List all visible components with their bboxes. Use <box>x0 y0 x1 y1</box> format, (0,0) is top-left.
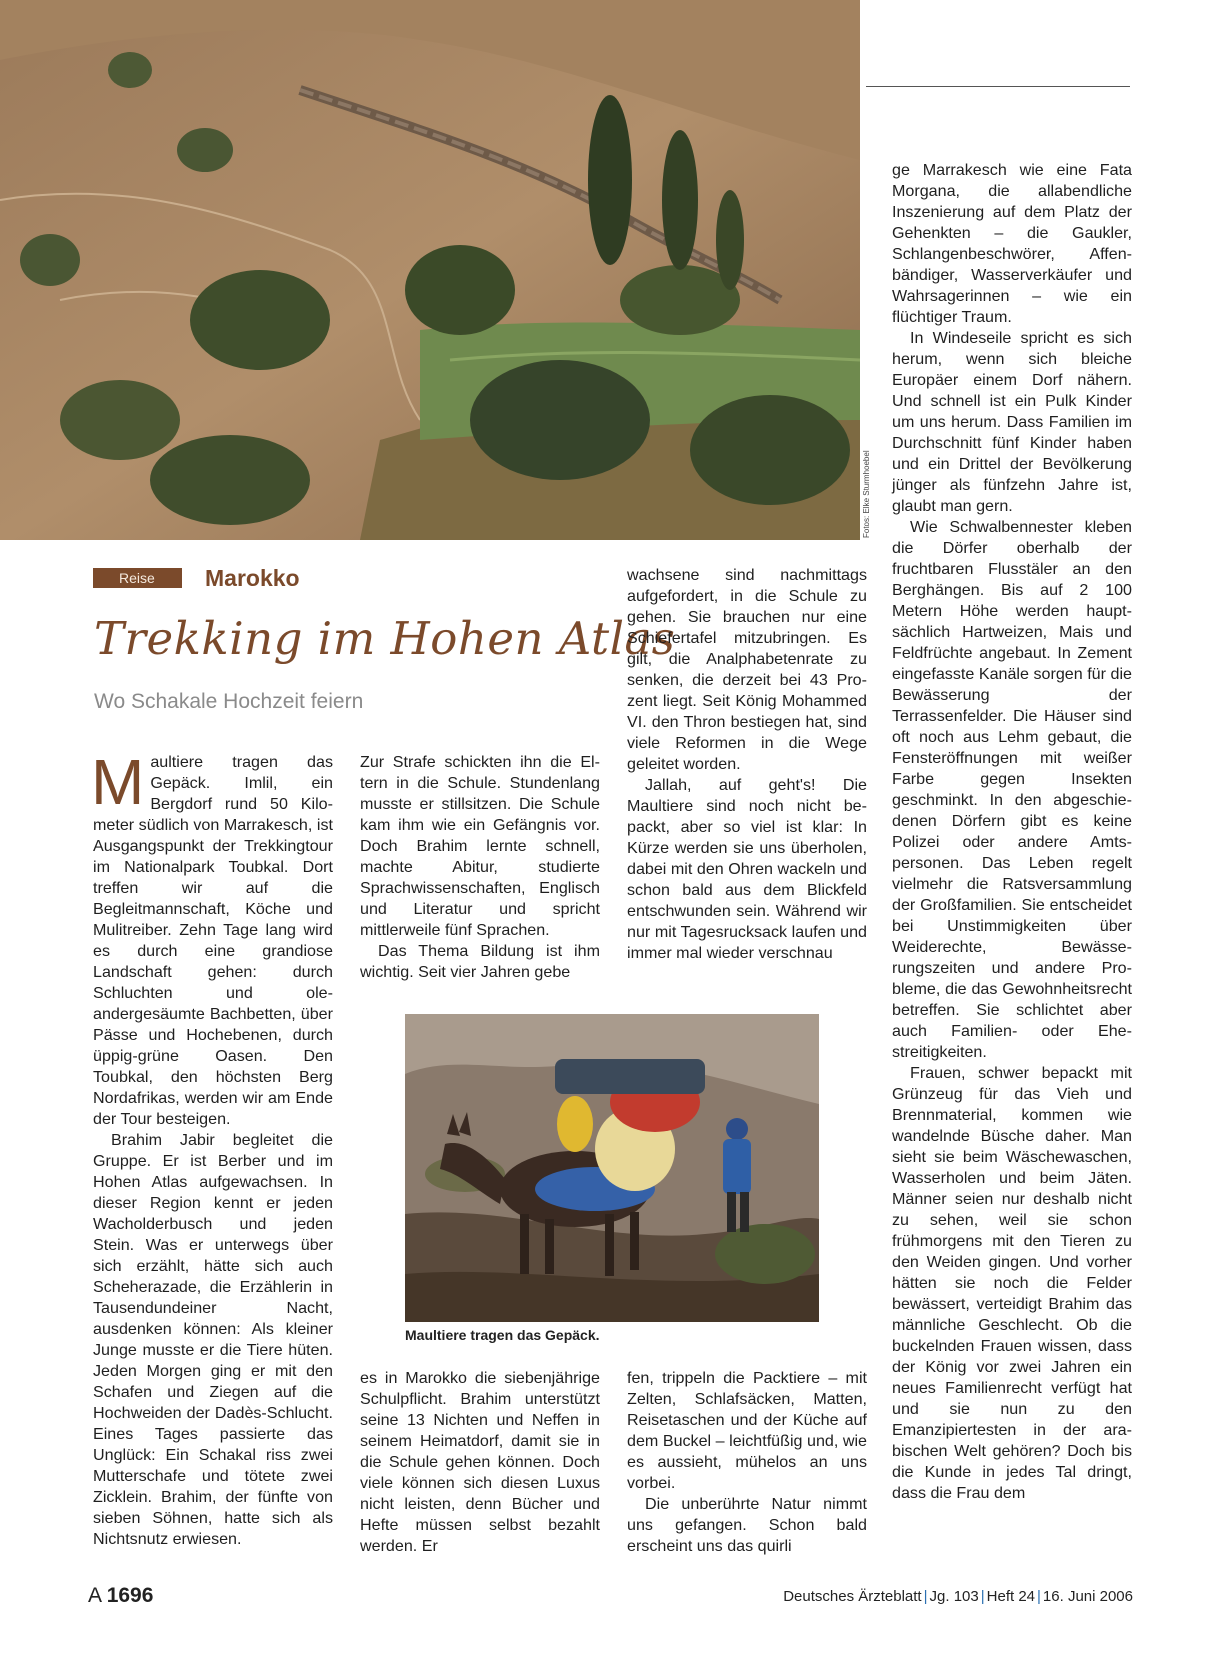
paragraph: es in Marokko die siebenjährige Schulpflicht. Brahim unterstützt seine 13 Nichten und Neffen in seinem Heimatdorf, damit sie in die Schule gehen können. Doch viele können sich diesen Luxus nicht leisten, denn Bücher und Hefte müssen selbst bezahlt werden. Er <box>360 1369 600 1555</box>
paragraph: Frauen, schwer bepackt mit Grünzeug für das Vieh und Brennmaterial, kommen wie wandelnde Büsche daher. Man sieht sie beim Wäschewaschen, Wasserholen und beim Jäten. Männer seien nur deshalb nicht zu sehen, weil sie schon frühmorgens mit den Tieren zu den Weiden gingen. Und vorher hätten sie noch die Felder bewässert, verteidigt Brahim das männliche Geschlecht. Ob die buckelnden Frauen wissen, dass der König vor zwei Jahren ein neues Familienrecht verfügt hat und sie nun zu den Emanzipiertesten in der arabischen Welt gehören? Doch bis die Kunde in jedes Tal dringt, dass die Frau dem <box>892 1064 1132 1502</box>
drop-cap: M <box>91 746 145 818</box>
text-column-3-top <box>627 565 867 964</box>
text-column-2-top <box>360 752 600 983</box>
paragraph: wachsene sind nachmittags aufgefordert, in die Schule zu gehen. Sie brauchen nur eine Schiefertafel mitzubringen. Es gilt, die Analphabetenrate zu senken, die derzeit bei 43 Prozent liegt. Seit König Mohammed VI. den Thron bestiegen hat, sind viele Reformen in die Wege geleitet worden. <box>627 566 867 773</box>
page-prefix: A <box>88 1584 101 1607</box>
mountain-valley-image <box>0 0 860 540</box>
top-divider <box>866 86 1130 87</box>
footer-separator: | <box>980 1588 985 1605</box>
journal-date: 16. Juni 2006 <box>1042 1588 1133 1605</box>
footer-separator: | <box>1037 1588 1041 1605</box>
country-heading: Marokko <box>205 565 300 591</box>
page-number <box>88 1584 153 1608</box>
text-column-3-bottom <box>627 1368 867 1557</box>
mule-photo <box>405 1014 819 1322</box>
article-subtitle: Wo Schakale Hochzeit feiern <box>94 690 364 713</box>
text-column-2-bottom <box>360 1368 600 1557</box>
photo-caption: Maultiere tragen das Gepäck. <box>405 1327 600 1343</box>
paragraph: Zur Strafe schickten ihn die Eltern in die Schule. Stundenlang musste er stillsitzen. Die Schule kam ihm wie ein Gefängnis vor. Doch Brahim lernte schnell, machte Abitur, studierte Sprachwissenschaften, Englisch und Literatur und spricht mittlerweile fünf Sprachen. <box>360 753 600 939</box>
article-title: Trekking im Hohen Atlas <box>94 612 676 665</box>
text-column-4 <box>892 160 1132 1504</box>
mule-image <box>405 1014 819 1322</box>
paragraph: ge Marrakesch wie eine Fata Morgana, die allabendliche Inszenierung auf dem Platz der Gehenkten – die Gaukler, Schlangenbeschwörer, Affenbändiger, Wasserverkäufer und Wahrsagerinnen – wie ein flüchtiger Traum. <box>892 161 1132 326</box>
journal-volume: Jg. 103 <box>929 1588 979 1605</box>
journal-issue: Heft 24 <box>986 1588 1036 1605</box>
paragraph: Die unberührte Natur nimmt uns gefangen. Schon bald erscheint uns das quirli <box>627 1495 867 1555</box>
landscape-photo <box>0 0 860 540</box>
photo-credit: Fotos: Elke Sturmhoebel <box>862 450 871 538</box>
paragraph-text: aultiere tragen das Gepäck. Imlil, ein Bergdorf rund 50 Kilometer südlich von Marrakesch, ist Ausgangspunkt der Trekkingtour im Nationalpark Toubkal. Dort treffen wir auf die Begleitmannschaft, Köche und Mulitreiber. Zehn Tage lang wird es durch eine grandiose Landschaft gehen: durch Schluchten und oleandergesäumte Bachbetten, über Pässe und Hochebenen, durch üppig-grüne Oasen. Den Toubkal, den höchsten Berg Nordafrikas, werden wir am Ende der Tour besteigen. <box>93 753 333 1128</box>
paragraph <box>91 746 333 1130</box>
footer-separator: | <box>923 1588 928 1605</box>
paragraph: Brahim Jabir begleitet die Gruppe. Er ist Berber und im Hohen Atlas aufgewachsen. In dieser Region kennt er jeden Wacholderbusch und jeden Stein. Was er unterwegs über sich erzählt, hätte sich auch Scheherazade, die Erzählerin in Tausendundeiner Nacht, ausdenken können: Als kleiner Junge musste er die Tiere hüten. Jeden Morgen ging er mit den Schafen und Ziegen auf die Hochweiden der Dadès-Schlucht. Eines Tages passierte das Unglück: Ein Schakal riss zwei Mutterschafe und tötete zwei Zicklein. Brahim, der fünfte von sieben Söhnen, hatte sich als Nichtsnutz erwiesen. <box>93 1131 333 1548</box>
page-number-value: 1696 <box>106 1584 154 1607</box>
journal-footer <box>783 1588 1133 1605</box>
text-column-1 <box>91 746 333 1550</box>
paragraph: Wie Schwalbennester kleben die Dörfer oberhalb der fruchtbaren Flusstäler an den Berghängen. Bis auf 2 100 Metern Höhe werden hauptsächlich Hartweizen, Mais und Feldfrüchte angebaut. In Zement eingefasste Kanäle sorgen für die Bewässerung der Terrassenfelder. Die Häuser sind oft noch aus Lehm gebaut, die Fensteröffnungen mit weißer Farbe gegen Insekten geschminkt. In den abgeschiedenen Dörfern gibt es keine Polizei oder andere Amtspersonen. Das Leben regelt vielmehr die Ratsversammlung der Großfamilien. Sie entscheidet bei Unstimmigkeiten über Weiderechte, Bewässerungszeiten und andere Probleme, die das Gewohnheitsrecht betreffen. Sie schlichtet aber auch Familien- oder Ehestreitigkeiten. <box>892 518 1132 1061</box>
paragraph: Jallah, auf geht's! Die Maultiere sind noch nicht bepackt, aber so viel ist klar: In Kürze werden sie uns überholen, dabei mit den Ohren wackeln und schon bald aus dem Blickfeld entschwunden sein. Während wir nur mit Tagesrucksack laufen und immer mal wieder verschnau <box>627 776 867 962</box>
journal-name: Deutsches Ärzteblatt <box>783 1588 922 1605</box>
paragraph: In Windeseile spricht es sich herum, wenn sich bleiche Europäer einem Dorf nähern. Und schnell ist ein Pulk Kinder um uns herum. Dass Familien im Durchschnitt fünf Kinder haben und ein Drittel der Bevölkerung jünger als fünfzehn Jahre ist, glaubt man gern. <box>892 329 1132 515</box>
section-tag: Reise <box>93 568 182 588</box>
paragraph: fen, trippeln die Packtiere – mit Zelten, Schlafsäcken, Matten, Reisetaschen und der Küche auf dem Buckel – leichtfüßig und, wie es aussieht, mühelos an uns vorbei. <box>627 1369 867 1492</box>
paragraph: Das Thema Bildung ist ihm wichtig. Seit vier Jahren gebe <box>360 942 600 981</box>
